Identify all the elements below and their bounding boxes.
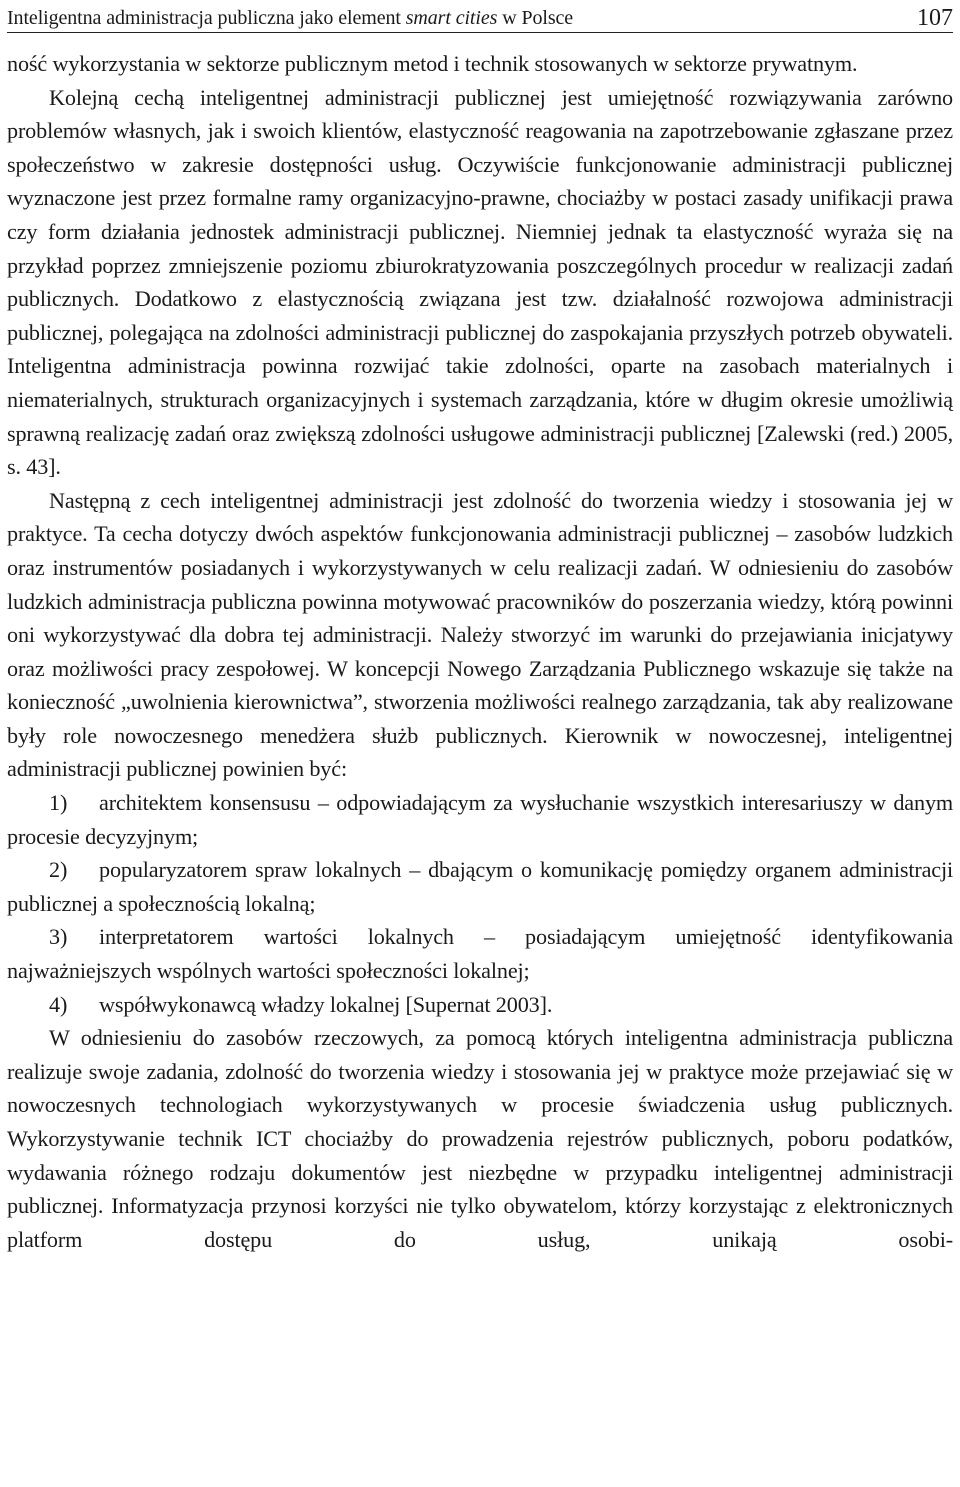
paragraph: Kolejną cechą inteligentnej administracji publicznej jest umiejętność rozwiązywania zarówno problemów własnych, jak i swoich klientów, elastyczność reagowania na zapotrzebowanie zgłaszane przez społeczeństwo w zakresie dostępności usług. Oczywiście funkcjonowanie administracji publicznej wyznaczone jest przez formalne ramy organizacyjno-prawne, chociażby w postaci zasady unifikacji prawa czy form działania jednostek administracji publicznej. Niemniej jednak ta elastyczność wyraża się na przykład poprzez zmniejszenie poziomu zbiurokratyzowania poszczególnych procedur w realizacji zadań publicznych. Dodatkowo z elastycznością związana jest tzw. działalność rozwojowa administracji publicznej, polegająca na zdolności administracji publicznej do zaspokajania przyszłych potrzeb obywateli. Inteligentna administracja powinna rozwijać takie zdolności, oparte na zasobach materialnych i niematerialnych, strukturach organizacyjnych i systemach zarządzania, które w długim okresie umożliwią sprawną realizację zadań oraz zwiększą zdolności usługowe administracji publicznej [Zalewski (red.) 2005, s. 43]. [7, 84, 953, 480]
list-item-number: 4) [49, 991, 68, 1017]
document-page [7, 0, 953, 1256]
list-item [7, 786, 953, 853]
list-item-number: 3) [49, 924, 68, 950]
list-item-text: architektem konsensusu – odpowiadającym za wysłuchanie wszystkich interesariuszy w danym procesie decyzyjnym; [7, 790, 953, 849]
list-item-number: 1) [49, 790, 68, 816]
running-header [7, 0, 953, 33]
list-item-number: 2) [49, 857, 68, 883]
header-title-part: w Polsce [497, 7, 574, 29]
page-number: 107 [917, 5, 953, 31]
paragraph: W odniesieniu do zasobów rzeczowych, za pomocą których inteligentna administracja publiczna realizuje swoje zadania, zdolność do tworzenia wiedzy i stosowania jej w praktyce może przejawiać się w nowoczesnych technologiach wykorzystywanych w procesie świadczenia usług publicznych. Wykorzystywanie technik ICT chociażby do prowadzenia rejestrów publicznych, poboru podatków, wydawania różnego rodzaju dokumentów jest niezbędne w przypadku inteligentnej administracji publicznej. Informatyzacja przynosi korzyści nie tylko obywatelom, którzy korzystając z elektronicznych platform dostępu do usług, unikają osobi- [7, 1025, 953, 1252]
list-item [7, 988, 953, 1022]
header-title-part: Inteligentna administracja publiczna jako element [7, 7, 406, 29]
paragraph-continued: ność wykorzystania w sektorze publicznym metod i technik stosowanych w sektorze prywatnym. [7, 51, 858, 76]
list-item-text: współwykonawcą władzy lokalnej [Supernat 2003]. [99, 991, 553, 1017]
paragraph: Następną z cech inteligentnej administracji jest zdolność do tworzenia wiedzy i stosowania jej w praktyce. Ta cecha dotyczy dwóch aspektów funkcjonowania administracji publicznej – zasobów ludzkich oraz instrumentów posiadanych i wykorzystywanych w celu realizacji zadań. W odniesieniu do zasobów ludzkich administracja publiczna powinna motywować pracowników do poszerzania wiedzy, którą powinni oni wykorzystywać dla dobra tej administracji. Należy stworzyć im warunki do przejawiania inicjatywy oraz możliwości pracy zespołowej. W koncepcji Nowego Zarządzania Publicznego wskazuje się także na konieczność „uwolnienia kierownictwa”, stworzenia możliwości realnego zarządzania, tak aby realizowane były role nowoczesnego menedżera służb publicznych. Kierownik w nowoczesnej, inteligentnej administracji publicznej powinien być: [7, 487, 953, 782]
list-item-text: popularyzatorem spraw lokalnych – dbającym o komunikację pomiędzy organem administracji publicznej a społecznością lokalną; [7, 857, 953, 916]
list-item [7, 920, 953, 987]
running-header-title [7, 6, 573, 30]
body-text [7, 47, 953, 1256]
list-item-text: interpretatorem wartości lokalnych – posiadającym umiejętność identyfikowania najważniejszych wspólnych wartości społeczności lokalnej; [7, 924, 953, 984]
header-title-italic: smart cities [405, 7, 498, 29]
list-item [7, 853, 953, 920]
